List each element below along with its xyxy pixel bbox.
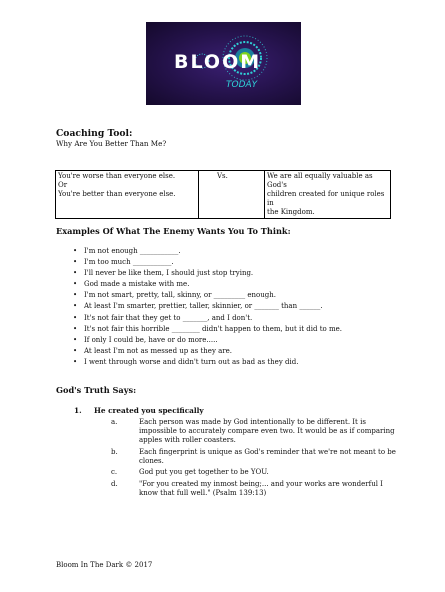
truth-subpoints — [111, 418, 401, 500]
list-item — [111, 418, 401, 445]
subpoint-text: Each fingerprint is unique as God's reminder that we're not meant to be clones. — [139, 447, 396, 465]
truth-heading: God's Truth Says: — [56, 385, 137, 395]
comparison-left-cell — [56, 171, 199, 219]
logo-wordmark: BLOOM — [174, 51, 262, 73]
list-item — [111, 480, 401, 498]
logo-tagline: TODAY — [226, 80, 258, 90]
subpoint-letter: b. — [111, 447, 118, 456]
enemy-heading: Examples Of What The Enemy Wants You To Think: — [56, 226, 291, 236]
bloom-today-logo — [146, 22, 301, 105]
comparison-row — [56, 171, 391, 219]
subpoint-letter: c. — [111, 468, 118, 477]
right-line: the Kingdom. — [267, 208, 315, 216]
list-item: • It's not fair this horrible ________ didn't happen to them, but it did to me. — [56, 324, 342, 335]
list-item: • At least I'm not as messed up as they are. — [56, 346, 342, 357]
list-item: • It's not fair that they get to _______, and I don't. — [56, 313, 342, 324]
right-line: children created for unique roles in — [267, 190, 385, 207]
list-item: • At least I'm smarter, prettier, taller, skinnier, or _______ than ______. — [56, 301, 342, 312]
right-line: We are all equally valuable as God's — [267, 172, 373, 189]
subpoint-letter: a. — [111, 418, 118, 426]
left-line: You're worse than everyone else. — [58, 172, 176, 180]
list-item: • I'm not smart, pretty, tall, skinny, or _________ enough. — [56, 290, 342, 301]
point-title: He created you specifically — [94, 406, 204, 415]
subpoint-text: Each person was made by God intentionally to be different. It is impossible to accurately compare even two. It would be as if comparing apples with roller coasters. — [139, 418, 395, 445]
list-item — [111, 468, 401, 477]
list-item — [111, 448, 401, 466]
list-item: • If only I could be, have or do more..... — [56, 335, 342, 346]
coaching-tool-subtitle: Why Are You Better Than Me? — [56, 139, 167, 148]
comparison-vs-cell — [199, 171, 265, 219]
truth-point — [74, 406, 204, 415]
list-item: • I went through worse and didn't turn out as bad as they did. — [56, 357, 342, 368]
subpoint-text: "For you created my inmost being;... and your works are wonderful I know that full well." (Psalm 139:13) — [139, 479, 383, 497]
list-item: • God made a mistake with me. — [56, 279, 342, 290]
subpoint-letter: d. — [111, 479, 118, 488]
vs-label: Vs. — [217, 172, 228, 180]
bloom-logo-graphic — [146, 22, 301, 105]
list-item: • I'll never be like them, I should just stop trying. — [56, 268, 342, 279]
list-item: • I'm not enough ___________. — [56, 246, 342, 257]
subpoint-text: God put you get together to be YOU. — [139, 468, 269, 477]
list-item: • I'm too much ___________. — [56, 257, 342, 268]
left-line: Or — [58, 181, 68, 189]
point-number: 1. — [74, 406, 82, 415]
enemy-list — [56, 246, 342, 368]
comparison-table — [55, 170, 391, 219]
coaching-tool-title: Coaching Tool: — [56, 128, 133, 139]
comparison-right-cell — [265, 171, 391, 219]
left-line: You're better than everyone else. — [58, 190, 176, 198]
footer-copyright: Bloom In The Dark © 2017 — [56, 561, 153, 569]
